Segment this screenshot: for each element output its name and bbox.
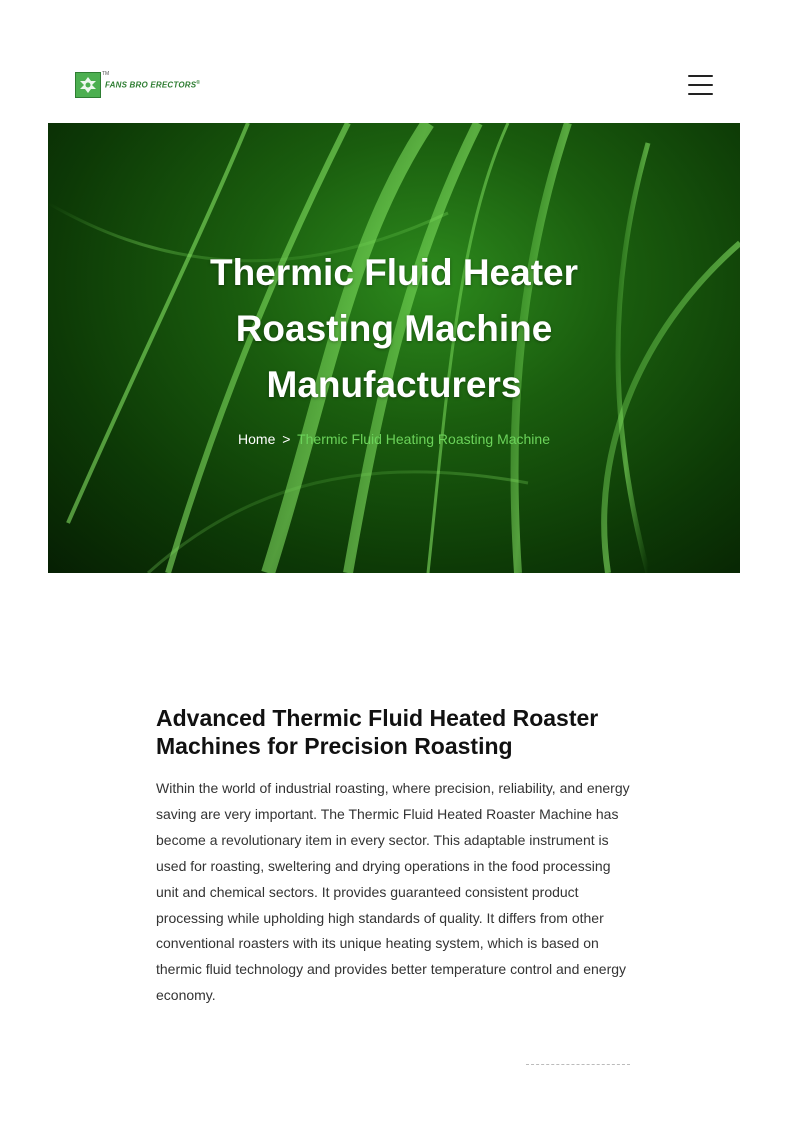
section-body: Within the world of industrial roasting, where precision, reliability, and energy saving are very important. The Thermic Fluid Heated Roaster Machine has become a revolutionary item in every sector. This adaptable instrument is used for roasting, sweltering and drying operations in the food processing unit and chemical sectors. It provides guaranteed consistent product processing while upholding high standards of quality. It differs from other conventional roasters with its unique heating system, which is based on thermic fluid technology and provides better temperature control and energy economy. xyxy=(156,780,630,1004)
breadcrumb xyxy=(48,431,740,447)
main-content xyxy=(156,704,632,1009)
logo-trademark: TM xyxy=(102,71,110,77)
divider xyxy=(526,1064,630,1065)
section-title: Advanced Thermic Fluid Heated Roaster Machines for Precision Roasting xyxy=(156,705,599,759)
logo-text: FANS BRO ERECTORS® xyxy=(105,80,201,90)
site-header xyxy=(0,0,793,123)
hero-banner xyxy=(48,123,740,573)
page-title: Thermic Fluid Heater Roasting Machine Manufacturers xyxy=(209,252,579,405)
site-logo[interactable] xyxy=(75,72,200,98)
logo-registered-mark: ® xyxy=(196,80,201,87)
logo-emblem-icon xyxy=(75,71,110,98)
breadcrumb-current-page: Thermic Fluid Heating Roasting Machine xyxy=(297,431,550,447)
hamburger-menu-icon[interactable] xyxy=(688,74,714,96)
breadcrumb-home-link[interactable]: Home xyxy=(238,431,276,447)
breadcrumb-separator: > xyxy=(282,431,291,447)
